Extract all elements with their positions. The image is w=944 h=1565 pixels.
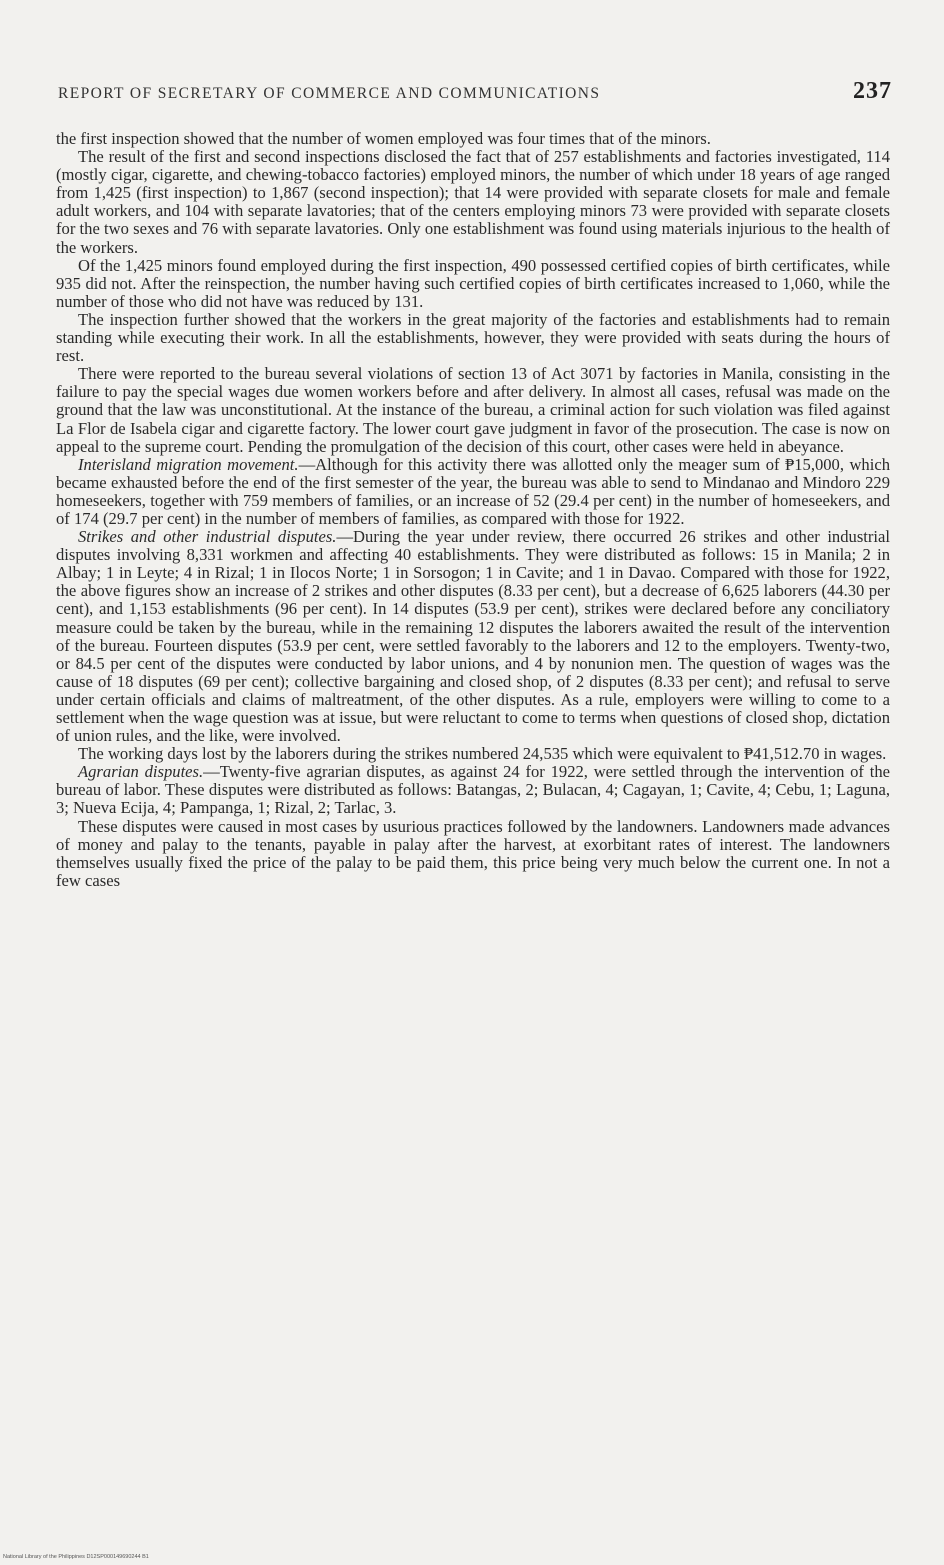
page-header — [58, 78, 892, 105]
paragraph-6 — [56, 456, 890, 528]
section-heading: Agrarian disputes. — [78, 762, 204, 782]
paragraph-text: The working days lost by the laborers during the strikes numbered 24,535 which were equivalent to ₱41,512.70 in wages. — [78, 744, 887, 764]
page-number: 237 — [853, 78, 892, 104]
paragraph-2 — [56, 148, 890, 257]
paragraph-1 — [56, 130, 890, 148]
paragraph-text: —During the year under review, there occurred 26 strikes and other industrial disputes involving 8,331 workmen and affecting 40 establishments. They were distributed as follows: 15 in Manila; 2 in Albay; 1 in Leyte; 4 in Rizal; 1 in Ilocos Norte; 1 in Sorsogon; 1 in Cavite; and 1 in Davao. Compared with those for 1922, the above figures show an increase of 2 strikes and other disputes (8.33 per cent), but a decrease of 6,625 laborers (44.30 per cent), and 1,153 establishments (96 per cent). In 14 disputes (53.9 per cent), strikes were declared before any conciliatory measure could be taken by the bureau, while in the remaining 12 disputes the laborers awaited the result of the intervention of the bureau. Fourteen disputes (53.9 per cent, were settled favorably to the laborers and 12 to the employers. Twenty-two, or 84.5 per cent of the disputes were conducted by labor unions, and 4 by nonunion men. The question of wages was the cause of 18 disputes (69 per cent); collective bargaining and closed shop, of 2 disputes (8.33 per cent); and refusal to serve under certain officials and claims of maltreatment, of the other disputes. As a rule, employers were willing to come to a settlement when the wage question was at issue, but were reluctant to come to terms when questions of closed shop, dictation of union rules, and the like, were involved. — [56, 527, 890, 746]
body-text — [56, 130, 890, 890]
paragraph-text: —Although for this activity there was allotted only the meager sum of ₱15,000, which became exhausted before the end of the first semester of the year, the bureau was able to send to Mindanao and Mindoro 229 homeseekers, together with 759 members of families, or an increase of 52 (29.4 per cent) in the number of homeseekers, and of 174 (29.7 per cent) in the number of members of families, as compared with those for 1922. — [56, 454, 890, 528]
paragraph-text: —Twenty-five agrarian disputes, as against 24 for 1922, were settled through the intervention of the bureau of labor. These disputes were distributed as follows: Batangas, 2; Bulacan, 4; Cagayan, 1; Cavite, 4; Cebu, 1; Laguna, 3; Nueva Ecija, 4; Pampanga, 1; Rizal, 2; Tarlac, 3. — [56, 762, 890, 818]
paragraph-text: The result of the first and second inspections disclosed the fact that of 257 establishments and factories investigated, 114 (mostly cigar, cigarette, and chewing-tobacco factories) employed minors, the number of which under 18 years of age ranged from 1,425 (first inspection) to 1,867 (second inspection); that 14 were provided with separate closets for male and female adult workers, and 104 with separate lavatories; that of the centers employing minors 73 were provided with separate closets for the two sexes and 76 with separate lavatories. Only one establishment was found using materials injurious to the health of the workers. — [56, 147, 890, 257]
paragraph-4 — [56, 311, 890, 365]
paragraph-3 — [56, 257, 890, 311]
scan-footer: National Library of the Philippines D12SP000149690244 B1 — [3, 1554, 149, 1560]
paragraph-7 — [56, 528, 890, 745]
running-head: REPORT OF SECRETARY OF COMMERCE AND COMMUNICATIONS — [58, 85, 601, 102]
paragraph-5 — [56, 365, 890, 455]
section-heading: Interisland migration movement. — [78, 454, 299, 474]
paragraph-10 — [56, 818, 890, 890]
paragraph-text: Of the 1,425 minors found employed during the first inspection, 490 possessed certified copies of birth certificates, while 935 did not. After the reinspection, the number having such certified copies of birth certificates increased to 1,060, while the number of those who did not have was reduced by 131. — [56, 255, 890, 311]
section-heading: Strikes and other industrial disputes. — [78, 527, 337, 547]
paragraph-text: The inspection further showed that the workers in the great majority of the factories and establishments had to remain standing while executing their work. In all the establishments, however, they were provided with seats during the hours of rest. — [56, 309, 890, 366]
paragraph-text: There were reported to the bureau several violations of section 13 of Act 3071 by factories in Manila, consisting in the failure to pay the special wages due women workers before and after delivery. In almost all cases, refusal was made on the ground that the law was unconstitutional. At the instance of the bureau, a criminal action for such violation was filed against La Flor de Isabela cigar and cigarette factory. The lower court gave judgment in favor of the prosecution. The case is now on appeal to the supreme court. Pending the promulgation of the decision of this court, other cases were held in abeyance. — [56, 364, 890, 456]
paragraph-9 — [56, 763, 890, 817]
paragraph-8 — [56, 745, 890, 763]
paragraph-text: These disputes were caused in most cases by usurious practices followed by the landowners. Landowners made advances of money and palay to the tenants, payable in palay after the harvest, at exorbitant rates of interest. The landowners themselves usually fixed the price of the palay to be paid them, this price being very much below the current one. In not a few cases — [56, 816, 890, 890]
paragraph-text: the first inspection showed that the number of women employed was four times that of the minors. — [56, 129, 711, 148]
